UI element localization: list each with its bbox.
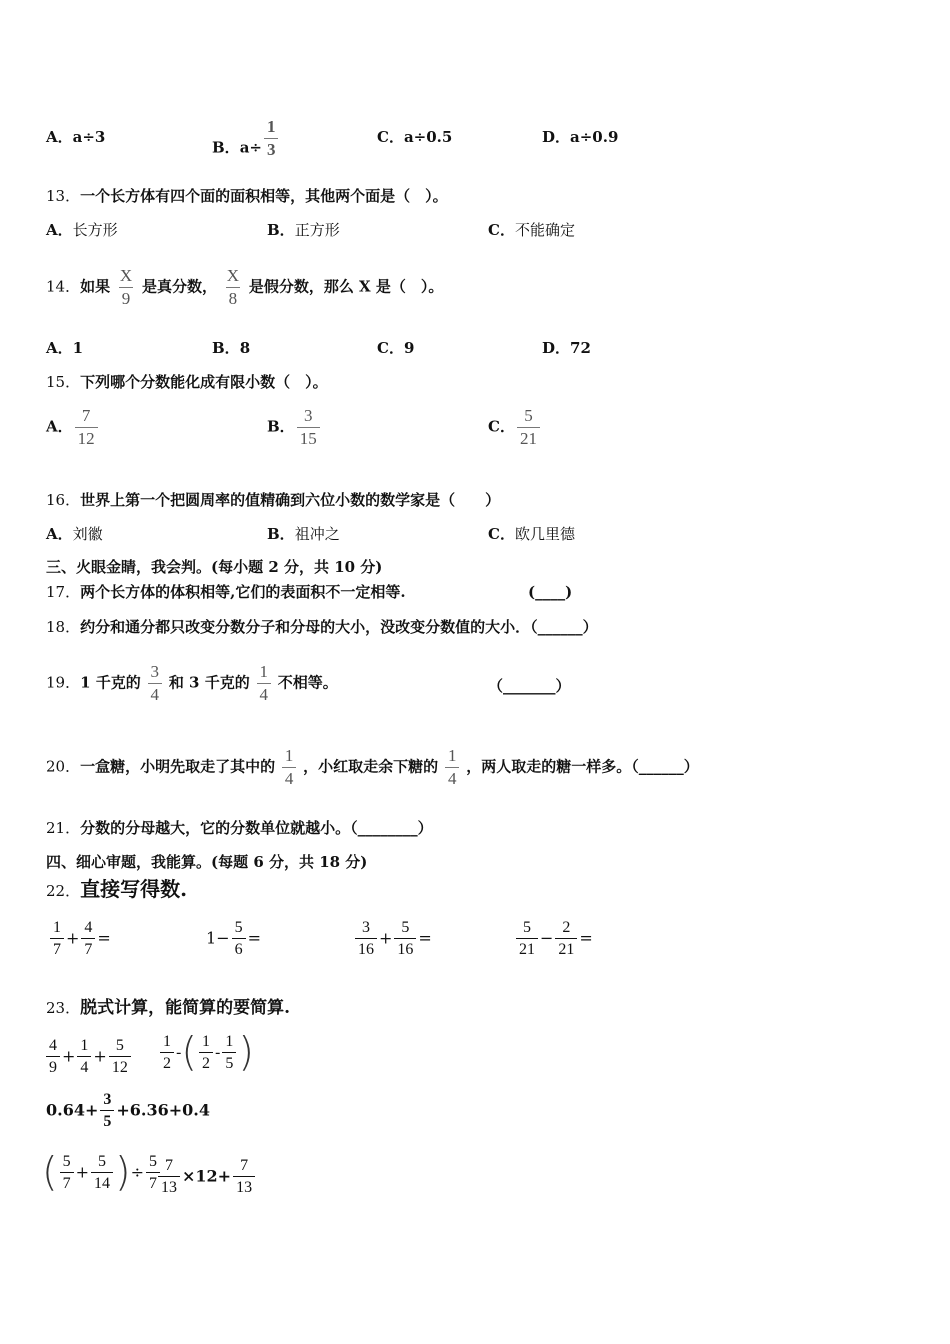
option-label: C． — [377, 128, 404, 146]
question-text: 分数的分母越大，它的分数单位就越小。（________） — [80, 819, 433, 837]
section-4-heading: 四、细心审题，我能算。(每题 6 分，共 18 分) — [46, 853, 368, 871]
numerator: 5 — [524, 406, 533, 425]
numerator: 2 — [562, 919, 571, 936]
fraction — [516, 918, 538, 959]
numerator: 1 — [202, 1033, 211, 1050]
operator: + — [75, 1162, 90, 1182]
fraction — [232, 918, 246, 959]
option-label: A． — [46, 417, 73, 436]
left-parenthesis: ( — [42, 1149, 58, 1196]
q15-option-a — [46, 406, 100, 449]
numerator: 5 — [234, 919, 243, 936]
expression-text: ×12+ — [182, 1166, 232, 1186]
operator: - — [215, 1042, 221, 1062]
expression-text: +6.36+0.4 — [116, 1100, 210, 1120]
q15-option-c — [488, 406, 542, 449]
q12-option-b — [212, 117, 280, 170]
question-number: 20． — [46, 757, 81, 776]
option-text: a÷0.5 — [403, 128, 453, 146]
fraction — [199, 1032, 213, 1073]
option-text: 正方形 — [294, 221, 340, 239]
q23-expression-4 — [42, 1149, 162, 1196]
q23-expression-3 — [46, 1090, 210, 1131]
equals-sign: = — [97, 928, 111, 948]
option-text: 8 — [239, 339, 251, 357]
q14-option-a — [46, 338, 83, 358]
denominator: 7 — [81, 938, 95, 959]
numerator: 7 — [81, 406, 91, 425]
denominator: 13 — [158, 1176, 180, 1197]
question-title: 直接写得数. — [80, 877, 188, 901]
q23-expression-2 — [158, 1029, 255, 1076]
question-17 — [46, 582, 406, 602]
numerator: 7 — [165, 1157, 173, 1174]
numerator: X — [226, 266, 240, 285]
question-title: 脱式计算，能简算的要简算. — [80, 998, 291, 1018]
q23-expression-5 — [156, 1156, 257, 1197]
fraction-x-8 — [224, 266, 242, 309]
q16-option-a — [46, 524, 103, 544]
numerator: 1 — [80, 1037, 89, 1054]
option-label: C． — [488, 525, 515, 543]
question-20 — [46, 746, 699, 789]
question-text: 约分和通分都只改变分数分子和分母的大小，没改变分数值的大小． — [80, 618, 531, 636]
question-number: 19． — [46, 673, 81, 692]
question-text-3: 是假分数，那么 X 是（ ）。 — [248, 277, 444, 296]
option-label: B． — [212, 138, 240, 157]
denominator: 5 — [222, 1052, 236, 1073]
numerator: 4 — [84, 919, 93, 936]
operator: − — [540, 928, 554, 948]
fraction — [60, 1152, 74, 1193]
q22-expression-4 — [514, 918, 593, 959]
numerator: 1 — [163, 1033, 171, 1050]
denominator: 12 — [109, 1056, 131, 1077]
numerator: 5 — [149, 1153, 158, 1170]
option-text: 欧几里德 — [514, 525, 575, 543]
fraction — [555, 918, 577, 959]
numerator: 1 — [259, 662, 268, 681]
fraction-3-4 — [148, 662, 163, 705]
denominator: 16 — [394, 938, 416, 959]
equals-sign: = — [579, 928, 593, 948]
question-number: 14． — [46, 277, 81, 296]
denominator: 21 — [555, 938, 577, 959]
question-text-2: ，小红取走余下糖的 — [303, 757, 439, 776]
q16-option-b — [267, 524, 340, 544]
question-text-3: ，两人取走的糖一样多。（______） — [466, 757, 699, 776]
fraction — [355, 918, 377, 959]
question-number: 16． — [46, 491, 81, 509]
q13-option-a — [46, 220, 118, 240]
question-text-2: 和 3 千克的 — [168, 673, 250, 692]
question-22 — [46, 876, 187, 904]
numerator: 3 — [103, 1091, 112, 1108]
q13-option-b — [267, 220, 340, 240]
denominator: 12 — [75, 427, 98, 449]
numerator: 5 — [523, 919, 531, 936]
q17-answer-blank[interactable]: (____) — [528, 583, 573, 601]
numerator: 5 — [401, 919, 410, 936]
fraction — [158, 1156, 180, 1197]
option-label: B． — [267, 525, 295, 543]
option-text: 9 — [403, 339, 415, 357]
question-text: 一个长方体有四个面的面积相等，其他两个面是（ ）。 — [80, 187, 448, 205]
option-label: C． — [377, 339, 404, 357]
numerator: 3 — [303, 406, 313, 425]
fraction-1-4 — [445, 746, 460, 789]
denominator: 4 — [445, 767, 460, 789]
numerator: X — [119, 266, 133, 285]
question-text-1: 如果 — [80, 277, 111, 296]
question-text: 两个长方体的体积相等,它们的表面积不一定相等. — [80, 583, 406, 601]
equals-sign: = — [247, 928, 261, 948]
q14-option-c — [377, 338, 414, 358]
question-15 — [46, 372, 328, 392]
option-text: 72 — [570, 339, 591, 357]
numerator: 4 — [49, 1037, 57, 1054]
equals-sign: = — [418, 928, 432, 948]
numerator: 5 — [98, 1153, 107, 1170]
q19-answer-blank[interactable]: （_______） — [488, 677, 571, 695]
denominator: 13 — [233, 1176, 255, 1197]
fraction — [81, 918, 95, 959]
fraction — [160, 1032, 174, 1073]
option-label: A． — [46, 128, 73, 146]
fraction — [394, 918, 416, 959]
q22-expression-3 — [353, 918, 432, 959]
question-text: 世界上第一个把圆周率的值精确到六位小数的数学家是（ ） — [80, 491, 501, 509]
q14-option-d — [542, 338, 591, 358]
fraction — [50, 918, 64, 959]
operator: + — [66, 928, 80, 948]
numerator: 1 — [284, 746, 294, 765]
answer-blank[interactable]: （______） — [530, 618, 598, 636]
denominator: 7 — [50, 938, 64, 959]
question-number: 15． — [46, 373, 81, 391]
denominator: 4 — [77, 1056, 91, 1077]
option-label: D． — [542, 128, 571, 146]
option-label: B． — [267, 417, 295, 436]
fraction-1-4 — [257, 662, 272, 705]
left-parenthesis: ( — [181, 1029, 198, 1076]
option-text: 长方形 — [72, 221, 118, 239]
fraction — [264, 117, 279, 160]
numerator: 7 — [240, 1157, 249, 1174]
fraction — [91, 1152, 113, 1193]
question-text-1: 1 千克的 — [80, 673, 141, 692]
operator: + — [379, 928, 393, 948]
question-number: 17． — [46, 583, 81, 601]
question-21 — [46, 818, 433, 838]
question-14 — [46, 266, 443, 309]
question-19 — [46, 662, 338, 705]
option-text: 刘徽 — [72, 525, 103, 543]
q16-option-c — [488, 524, 575, 544]
option-text: a÷0.9 — [570, 128, 619, 146]
right-parenthesis: ) — [238, 1029, 255, 1076]
denominator: 2 — [160, 1052, 174, 1073]
q12-option-d — [542, 127, 618, 147]
fraction-1-4 — [282, 746, 297, 789]
fraction — [517, 406, 540, 449]
question-18 — [46, 617, 598, 637]
whole-number: 1 — [206, 928, 217, 948]
right-parenthesis: ) — [115, 1149, 131, 1196]
fraction — [233, 1156, 255, 1197]
question-text-1: 一盒糖，小明先取走了其中的 — [80, 757, 276, 776]
option-text: 1 — [72, 339, 84, 357]
numerator: 5 — [62, 1153, 71, 1170]
option-label: C． — [488, 417, 515, 436]
fraction — [109, 1036, 131, 1077]
option-text: 祖冲之 — [294, 525, 340, 543]
numerator: 1 — [266, 117, 276, 136]
question-text: 下列哪个分数能化成有限小数（ ）。 — [80, 373, 328, 391]
denominator: 8 — [226, 287, 241, 309]
numerator: 5 — [115, 1037, 124, 1054]
denominator: 4 — [257, 683, 272, 705]
question-text-3: 不相等。 — [277, 673, 338, 692]
denominator: 4 — [282, 767, 297, 789]
operator: + — [62, 1046, 76, 1066]
option-label: A． — [46, 221, 73, 239]
denominator: 3 — [264, 138, 279, 160]
q22-expression-2 — [206, 918, 261, 959]
fraction — [222, 1032, 236, 1073]
denominator: 9 — [119, 287, 134, 309]
option-label: D． — [542, 339, 571, 357]
option-label: B． — [212, 339, 240, 357]
q15-option-b — [267, 406, 322, 449]
option-text: a÷3 — [72, 128, 106, 146]
fraction — [46, 1036, 60, 1077]
fraction — [297, 406, 320, 449]
option-label: B． — [267, 221, 295, 239]
q22-expression-1 — [48, 918, 111, 959]
question-13 — [46, 186, 448, 206]
fraction — [77, 1036, 91, 1077]
numerator: 1 — [447, 746, 457, 765]
question-number: 21． — [46, 819, 81, 837]
numerator: 1 — [225, 1033, 234, 1050]
option-text: a÷ — [239, 138, 262, 157]
denominator: 2 — [199, 1052, 213, 1073]
denominator: 21 — [516, 938, 538, 959]
question-text-2: 是真分数， — [141, 277, 217, 296]
q14-option-b — [212, 338, 250, 358]
denominator: 9 — [46, 1056, 60, 1077]
question-number: 23． — [46, 999, 81, 1017]
operator: ÷ — [130, 1162, 145, 1182]
question-number: 18． — [46, 618, 81, 636]
expression-text: 0.64+ — [46, 1100, 99, 1120]
denominator: 5 — [100, 1110, 114, 1131]
question-number: 13． — [46, 187, 81, 205]
q13-option-c — [488, 220, 575, 240]
fraction — [75, 406, 98, 449]
option-label: A． — [46, 339, 73, 357]
question-number: 22． — [46, 882, 81, 900]
numerator: 1 — [53, 919, 61, 936]
question-16 — [46, 490, 500, 510]
option-label: C． — [488, 221, 515, 239]
fraction-x-9 — [117, 266, 135, 309]
denominator: 14 — [91, 1172, 113, 1193]
operator: + — [93, 1046, 107, 1066]
denominator: 4 — [148, 683, 163, 705]
denominator: 15 — [297, 427, 320, 449]
denominator: 7 — [60, 1172, 74, 1193]
option-label: A． — [46, 525, 73, 543]
denominator: 16 — [355, 938, 377, 959]
question-23 — [46, 998, 290, 1018]
numerator: 3 — [362, 919, 370, 936]
q12-option-c — [377, 127, 452, 147]
denominator: 21 — [517, 427, 540, 449]
fraction — [100, 1090, 114, 1131]
q12-option-a — [46, 127, 105, 147]
denominator: 7 — [146, 1172, 160, 1193]
option-text: 不能确定 — [514, 221, 575, 239]
denominator: 6 — [232, 938, 246, 959]
operator: - — [176, 1042, 182, 1062]
q23-expression-1 — [44, 1036, 133, 1077]
operator: − — [216, 928, 230, 948]
numerator: 3 — [150, 662, 160, 681]
section-3-heading: 三、火眼金睛，我会判。(每小题 2 分，共 10 分) — [46, 558, 383, 576]
